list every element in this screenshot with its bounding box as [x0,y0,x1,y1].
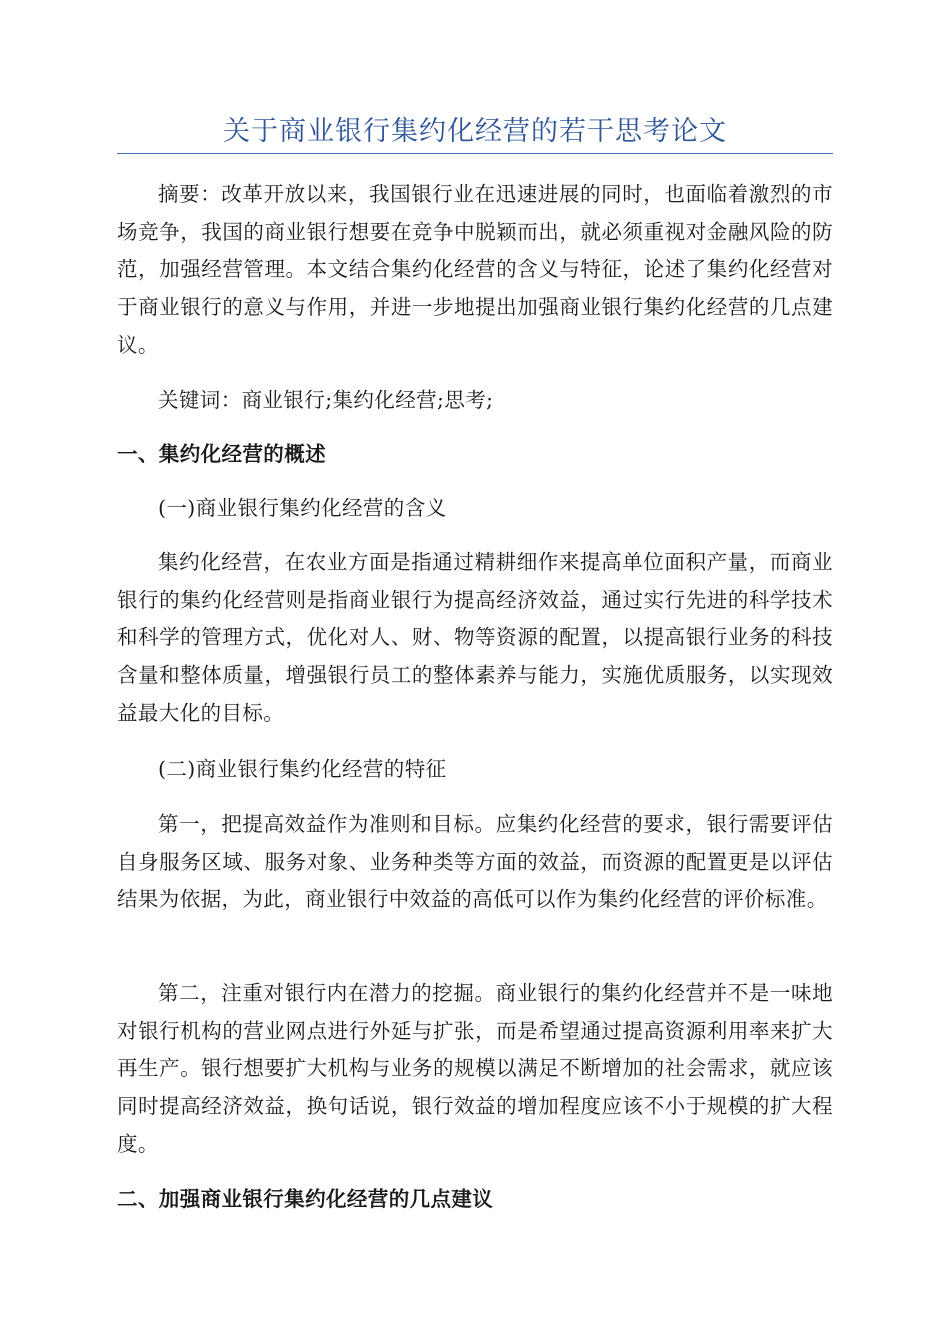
section-1-heading: 一、集约化经营的概述 [117,442,326,466]
feature-point-2: 第二，注重对银行内在潜力的挖掘。商业银行的集约化经营并不是一味地对银行机构的营业网点进行外延与扩张，而是希望通过提高资源利用率来扩大再生产。银行想要扩大机构与业务的规模以满足不断增加的社会需求，就应该同时提高经济效益，换句话说，银行效益的增加程度应该不小于规模的扩大程度。 [117,981,833,1156]
section-2-heading: 二、加强商业银行集约化经营的几点建议 [117,1187,494,1211]
abstract-paragraph: 摘要：改革开放以来，我国银行业在迅速进展的同时，也面临着激烈的市场竞争，我国的商业银行想要在竞争中脱颖而出，就必须重视对金融风险的防范，加强经营管理。本文结合集约化经营的含义与特征，论述了集约化经营对于商业银行的意义与作用，并进一步地提出加强商业银行集约化经营的几点建议。 [117,182,833,357]
keywords-paragraph: 关键词：商业银行;集约化经营;思考; [158,388,494,412]
subsection-1-body: 集约化经营，在农业方面是指通过精耕细作来提高单位面积产量，而商业银行的集约化经营则是指商业银行为提高经济效益，通过实行先进的科学技术和科学的管理方式，优化对人、财、物等资源的配置，以提高银行业务的科技含量和整体质量，增强银行员工的整体素养与能力，实施优质服务，以实现效益最大化的目标。 [117,550,833,725]
document-title: 关于商业银行集约化经营的若干思考论文 [223,116,727,147]
feature-point-1: 第一，把提高效益作为准则和目标。应集约化经营的要求，银行需要评估自身服务区域、服务对象、业务种类等方面的效益，而资源的配置更是以评估结果为依据，为此，商业银行中效益的高低可以作为集约化经营的评价标准。 [117,812,833,912]
subsection-2-heading: (二)商业银行集约化经营的特征 [158,757,447,781]
title-underline [117,153,833,154]
subsection-1-heading: (一)商业银行集约化经营的含义 [158,496,447,520]
